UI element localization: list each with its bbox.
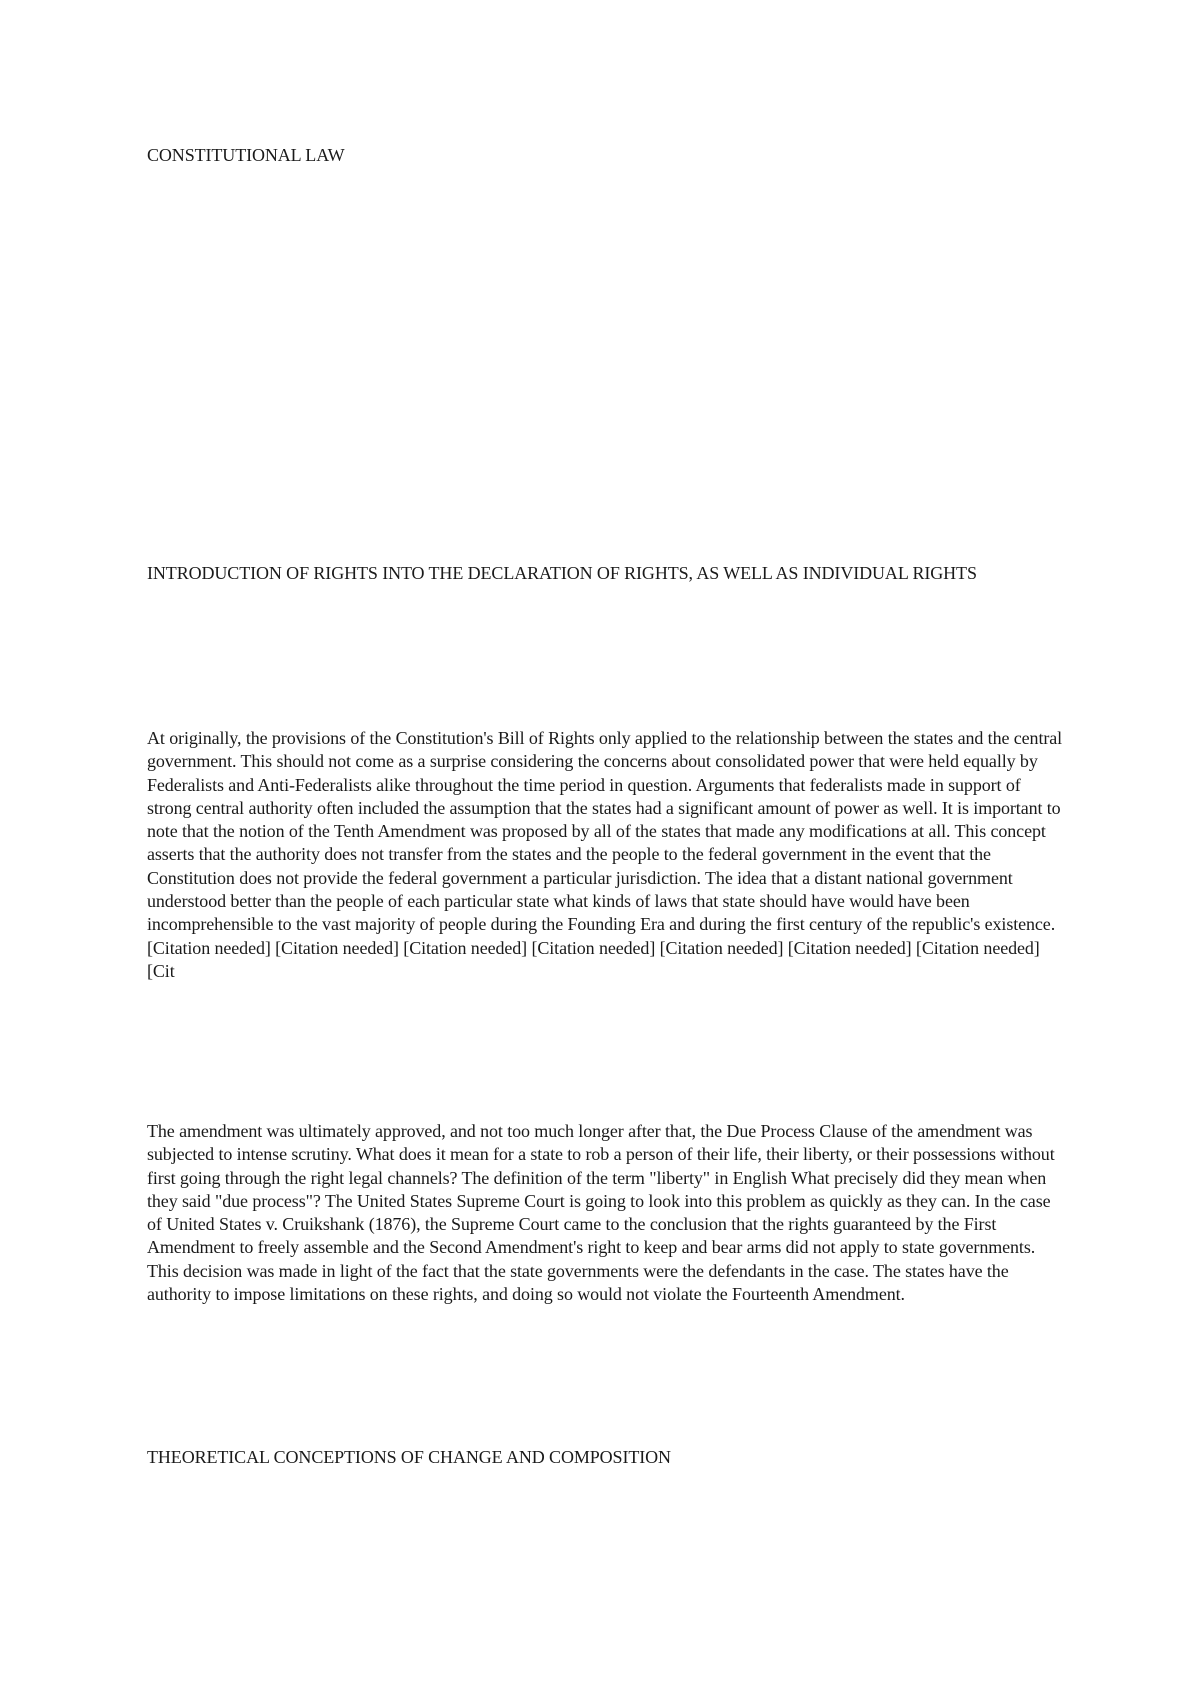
section-heading-introduction-of-rights: INTRODUCTION OF RIGHTS INTO THE DECLARATION OF RIGHTS, AS WELL AS INDIVIDUAL RIGHTS — [147, 563, 977, 583]
document-title: CONSTITUTIONAL LAW — [147, 145, 345, 165]
body-paragraph-due-process: The amendment was ultimately approved, and not too much longer after that, the Due Process Clause of the amendment was subjected to intense scrutiny. What does it mean for a state to rob a person of their life, their liberty, or their possessions without first going through the right legal channels? The definition of the term "liberty" in English What precisely did they mean when they said "due process"? The United States Supreme Court is going to look into this problem as quickly as they can. In the case of United States v. Cruikshank (1876), the Supreme Court came to the conclusion that the rights guaranteed by the First Amendment to freely assemble and the Second Amendment's right to keep and bear arms did not apply to state governments. This decision was made in light of the fact that the state governments were the defendants in the case. The states have the authority to impose limitations on these rights, and doing so would not violate the Fourteenth Amendment. — [147, 1121, 1055, 1305]
body-paragraph-bill-of-rights: At originally, the provisions of the Constitution's Bill of Rights only applied to the relationship between the states and the central government. This should not come as a surprise considering the concerns about consolidated power that were held equally by Federalists and Anti-Federalists alike throughout the time period in question. Arguments that federalists made in support of strong central authority often included the assumption that the states had a significant amount of power as well. It is important to note that the notion of the Tenth Amendment was proposed by all of the states that made any modifications at all. This concept asserts that the authority does not transfer from the states and the people to the federal government in the event that the Constitution does not provide the federal government a particular jurisdiction. The idea that a distant national government understood better than the people of each particular state what kinds of laws that state should have would have been incomprehensible to the vast majority of people during the Founding Era and during the first century of the republic's existence. [Citation needed] [Citation needed] [Citation needed] [Citation needed] [Citation needed] [Citation needed] [Citation needed] [Cit — [147, 728, 1063, 981]
section-heading-theoretical-conceptions: THEORETICAL CONCEPTIONS OF CHANGE AND COMPOSITION — [147, 1447, 671, 1467]
